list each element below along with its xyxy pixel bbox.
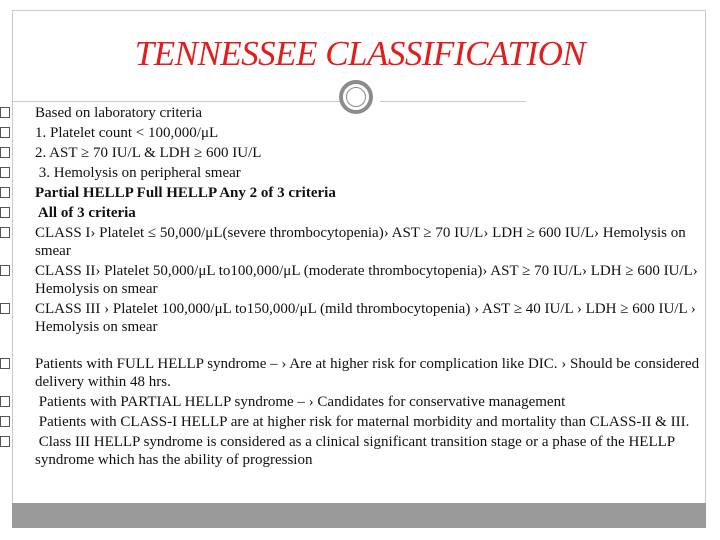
bullet-text: Based on laboratory criteria bbox=[35, 105, 203, 121]
checkbox-bullet-icon bbox=[0, 187, 10, 198]
checkbox-bullet-icon bbox=[0, 207, 10, 218]
bullet-text: Class III HELLP syndrome is considered as a clinical significant transition stage or a phase of the HELLP syndrome which has the ability of progression bbox=[35, 434, 679, 468]
bullet-text: Partial HELLP Full HELLP Any 2 of 3 criteria bbox=[35, 185, 336, 201]
title-divider-left bbox=[12, 101, 340, 102]
list-item bbox=[0, 124, 700, 142]
list-item bbox=[0, 104, 700, 122]
list-item bbox=[0, 355, 700, 391]
bullet-text: CLASS II› Platelet 50,000/μL to100,000/μL (moderate thrombocytopenia)› AST ≥ 70 IU/L› LDH ≥ 600 IU/L› Hemolysis on smear bbox=[35, 263, 698, 297]
bullet-text: 3. Hemolysis on peripheral smear bbox=[35, 165, 241, 181]
bullet-text: Patients with CLASS-I HELLP are at higher risk for maternal morbidity and mortality than CLASS-II & III. bbox=[35, 414, 690, 430]
checkbox-bullet-icon bbox=[0, 127, 10, 138]
list-spacer bbox=[0, 338, 700, 353]
list-item bbox=[0, 144, 700, 162]
title-divider-right bbox=[380, 101, 526, 102]
slide-title: TENNESSEE CLASSIFICATION bbox=[134, 34, 586, 73]
list-item bbox=[0, 262, 700, 298]
bullet-text: Patients with FULL HELLP syndrome – › Are at higher risk for complication like DIC. › Should be considered delivery within 48 hrs. bbox=[35, 356, 700, 390]
checkbox-bullet-icon bbox=[0, 358, 10, 369]
list-item bbox=[0, 433, 700, 469]
bullet-text: 1. Platelet count < 100,000/μL bbox=[35, 125, 219, 141]
checkbox-bullet-icon bbox=[0, 107, 10, 118]
list-item bbox=[0, 413, 700, 431]
bullet-text: Patients with PARTIAL HELLP syndrome – › Candidates for conservative management bbox=[35, 394, 566, 410]
bullet-text: All of 3 criteria bbox=[35, 205, 136, 221]
bullet-text: CLASS I› Platelet ≤ 50,000/μL(severe thrombocytopenia)› AST ≥ 70 IU/L› LDH ≥ 600 IU/L› Hemolysis on smear bbox=[35, 225, 686, 259]
list-item bbox=[0, 164, 700, 182]
list-item bbox=[0, 204, 700, 222]
list-item bbox=[0, 393, 700, 411]
bullet-text: 2. AST ≥ 70 IU/L & LDH ≥ 600 IU/L bbox=[35, 145, 262, 161]
checkbox-bullet-icon bbox=[0, 167, 10, 178]
list-item bbox=[0, 300, 700, 336]
bullet-text: CLASS III › Platelet 100,000/μL to150,000/μL (mild thrombocytopenia) › AST ≥ 40 IU/L › LDH ≥ 600 IU/L › Hemolysis on smear bbox=[35, 301, 696, 335]
checkbox-bullet-icon bbox=[0, 303, 10, 314]
list-item bbox=[0, 184, 700, 202]
checkbox-bullet-icon bbox=[0, 265, 10, 276]
checkbox-bullet-icon bbox=[0, 227, 10, 238]
checkbox-bullet-icon bbox=[0, 416, 10, 427]
list-item bbox=[0, 224, 700, 260]
checkbox-bullet-icon bbox=[0, 147, 10, 158]
footer-bar bbox=[12, 503, 706, 528]
checkbox-bullet-icon bbox=[0, 436, 10, 447]
checkbox-bullet-icon bbox=[0, 396, 10, 407]
bullet-list bbox=[0, 104, 700, 471]
